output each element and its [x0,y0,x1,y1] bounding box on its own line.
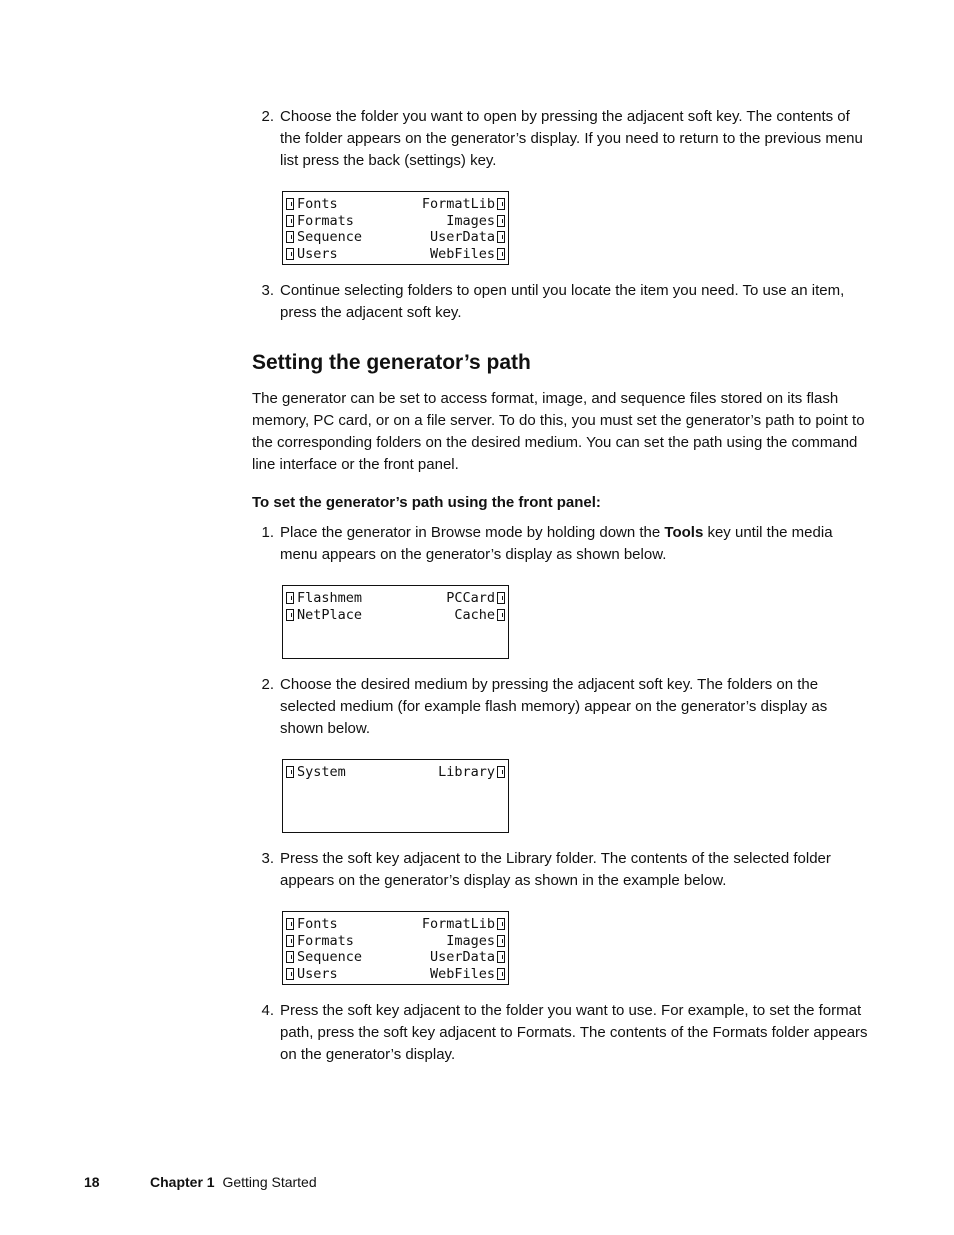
chapter-label: Chapter 1 [150,1174,215,1190]
display-row [286,933,505,950]
folder-label-formatlib: FormatLib [421,916,495,932]
folder-icon [286,592,294,604]
generator-display-library-contents [282,191,509,265]
media-label-pccard: PCCard [446,590,495,606]
procedure-step-1 [252,522,872,566]
step-text: Choose the folder you want to open by pressing the adjacent soft key. The contents of the folder appears on the generator’s display. If you need to return to the previous menu list press the back (settings) key. [280,108,863,169]
folder-icon [286,968,294,980]
display-row [286,966,505,983]
folder-icon [497,968,505,980]
page-number: 18 [84,1174,100,1190]
chapter-title: Getting Started [222,1174,317,1190]
step-text-part: Place the generator in Browse mode by holding down the [280,524,665,541]
folder-label-system: System [297,764,346,780]
folder-icon [286,198,294,210]
folder-icon [497,248,505,260]
folder-icon [497,951,505,963]
folder-label-fonts: Fonts [297,916,338,932]
folder-label-formats: Formats [297,213,354,229]
step-text: Choose the desired medium by pressing the adjacent soft key. The folders on the selected medium (for example flash memory) appear on the generator’s display as shown below. [280,676,828,737]
step-2-choose-folder [252,106,872,172]
step-text: Continue selecting folders to open until you locate the item you need. To use an item, press the adjacent soft key. [280,282,845,321]
display-row [286,196,505,213]
folder-label-sequence: Sequence [297,229,363,245]
procedure-step-2 [252,674,872,740]
folder-label-userdata: UserData [429,229,495,245]
section-paragraph: The generator can be set to access format, image, and sequence files stored on its flash memory, PC card, or on a file server. To do this, you must set the generator’s path to point to the corresponding folders on the desired medium. You can set the path using the command line interface or the front panel. [252,390,865,473]
folder-label-webfiles: WebFiles [429,966,495,982]
display-row [286,607,505,624]
folder-icon [497,766,505,778]
folder-label-formats: Formats [297,933,354,949]
folder-label-fonts: Fonts [297,196,338,212]
folder-label-users: Users [297,246,338,262]
folder-label-users: Users [297,966,338,982]
step-number: 1. [261,524,274,541]
display-row [286,949,505,966]
folder-label-formatlib: FormatLib [421,196,495,212]
folder-label-library: Library [438,764,495,780]
procedure-step-3 [252,848,872,892]
display-row [286,246,505,263]
folder-label-userdata: UserData [429,949,495,965]
folder-icon [497,215,505,227]
display-row [286,916,505,933]
step-number: 4. [261,1002,274,1019]
media-label-flashmem: Flashmem [297,590,363,606]
folder-icon [286,951,294,963]
folder-icon [497,918,505,930]
step-number: 3. [261,282,274,299]
folder-icon [286,609,294,621]
chapter-footer [150,1174,317,1190]
step-3-continue-selecting [252,280,872,324]
folder-icon [497,231,505,243]
generator-display-flash-folders [282,759,509,833]
step-text: Press the soft key adjacent to the folder you want to use. For example, to set the format path, press the soft key adjacent to Formats. The contents of the Formats folder appears on the generator’s display. [280,1002,868,1063]
display-row [286,764,505,781]
display-row [286,590,505,607]
folder-label-sequence: Sequence [297,949,363,965]
step-text: Press the soft key adjacent to the Library folder. The contents of the selected folder appears on the generator’s display as shown in the example below. [280,850,831,889]
folder-icon [286,248,294,260]
folder-label-webfiles: WebFiles [429,246,495,262]
step-number: 2. [261,676,274,693]
display-row [286,213,505,230]
folder-icon [286,215,294,227]
tools-key-name: Tools [664,524,704,541]
step-text-part: key until the media menu appears on the generator’s display as shown below. [280,524,833,563]
procedure-title: To set the generator’s path using the front panel: [252,494,601,511]
folder-icon [497,609,505,621]
folder-icon [286,935,294,947]
media-label-netplace: NetPlace [297,607,363,623]
folder-icon [497,198,505,210]
folder-label-images: Images [446,933,495,949]
section-heading: Setting the generator’s path [252,351,531,374]
folder-icon [286,918,294,930]
folder-icon [286,766,294,778]
procedure-step-4 [252,1000,872,1066]
folder-icon [497,935,505,947]
step-number: 3. [261,850,274,867]
media-label-cache: Cache [454,607,495,623]
step-number: 2. [261,108,274,125]
folder-icon [497,592,505,604]
generator-display-media-menu [282,585,509,659]
generator-display-library-contents-2 [282,911,509,985]
step-text [280,522,872,566]
folder-icon [286,231,294,243]
display-row [286,229,505,246]
folder-label-images: Images [446,213,495,229]
